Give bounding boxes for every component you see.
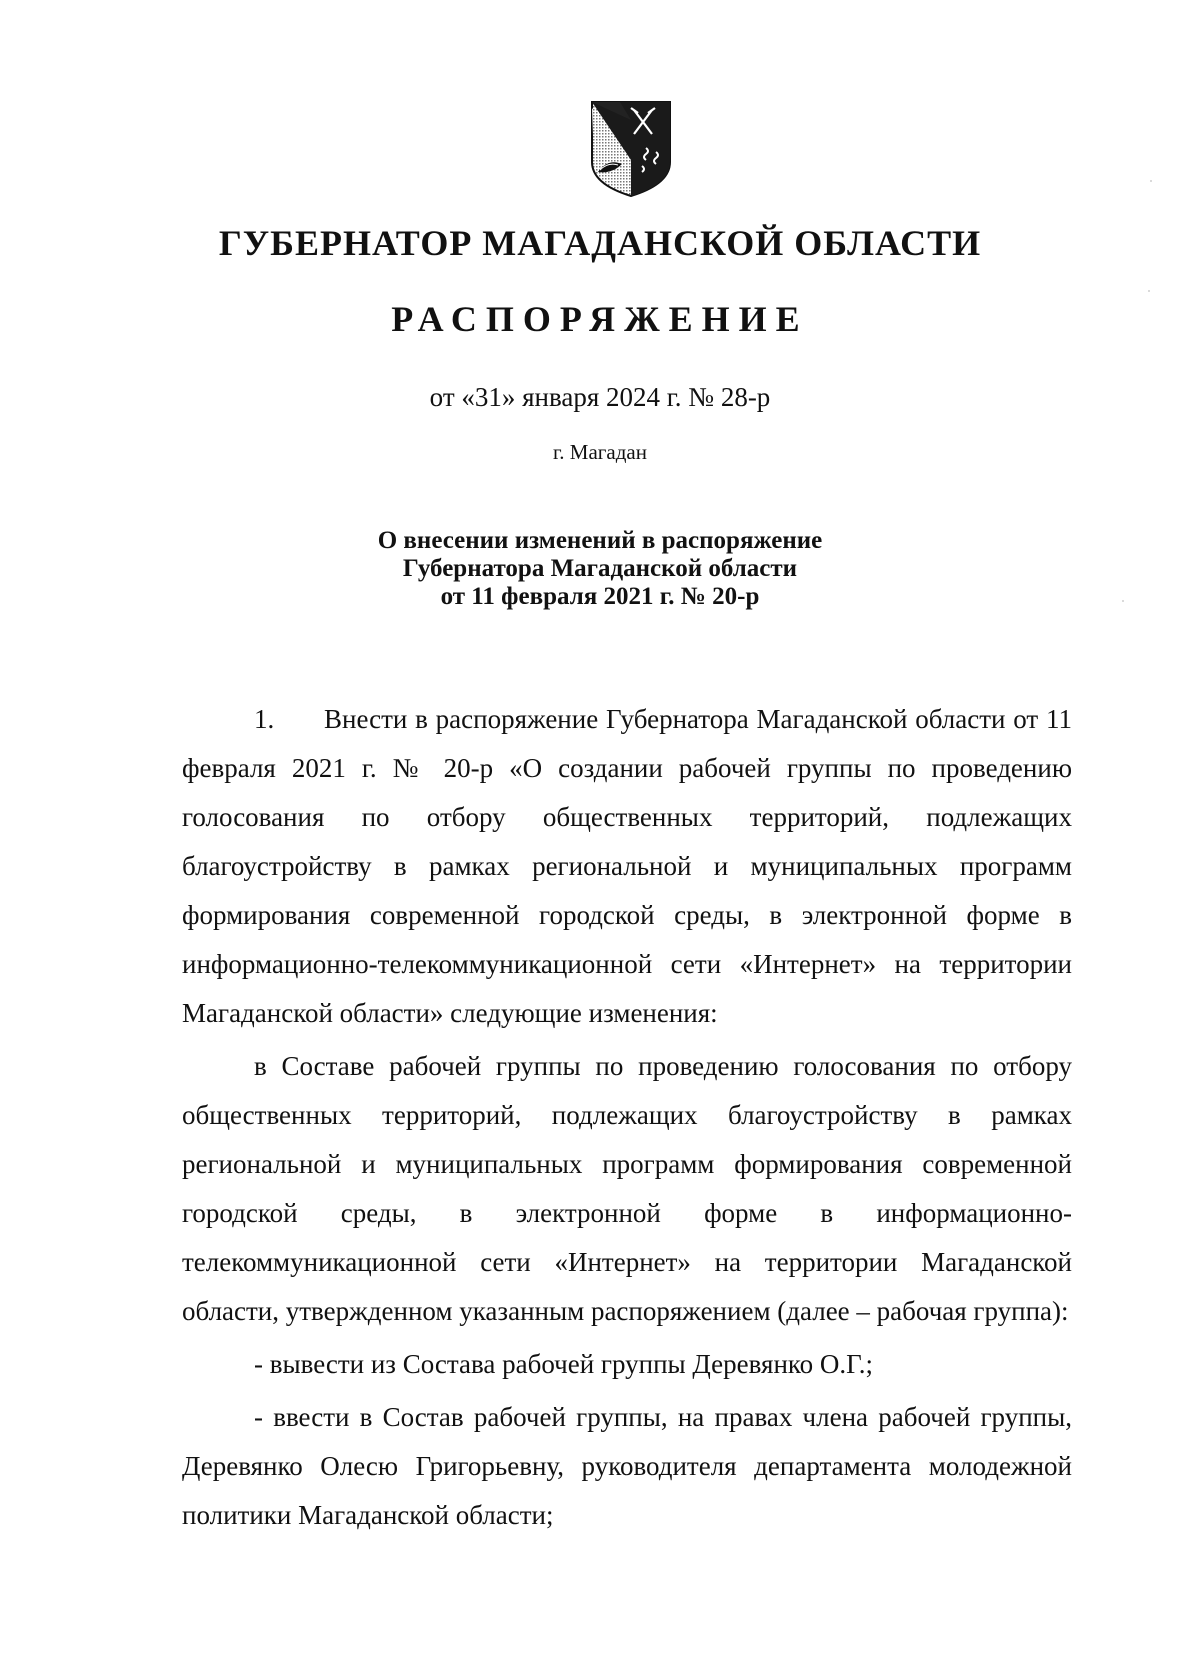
scan-speck: [1122, 600, 1124, 602]
paragraph-add-member: - ввести в Состав рабочей группы, на правах члена рабочей группы, Деревянко Олесю Григорьевну, руководителя департамента молодежной политики Магаданской области;: [182, 1402, 1072, 1530]
document-body: [182, 695, 1072, 1540]
document-subject: [0, 527, 1200, 611]
item-number: 1.: [254, 704, 275, 734]
document-type: РАСПОРЯЖЕНИЕ: [391, 299, 809, 339]
paragraph-item-1: [182, 695, 1072, 1038]
scan-speck: [1148, 290, 1150, 292]
subject-line: от 11 февраля 2021 г. № 20-р: [440, 583, 760, 610]
coat-of-arms-icon: [590, 100, 672, 198]
paragraph-composition: в Составе рабочей группы по проведению голосования по отбору общественных территорий, подлежащих благоустройству в рамках региональной и муниципальных программ формирования современной городской среды, в электронной форме в информационно-телекоммуникационной сети «Интернет» на территории Магаданской области, утвержденном указанным распоряжением (далее – рабочая группа):: [182, 1051, 1072, 1326]
coat-of-arms-graphic: [590, 100, 672, 198]
subject-line: О внесении изменений в распоряжение: [377, 527, 823, 554]
issuing-authority: ГУБЕРНАТОР МАГАДАНСКОЙ ОБЛАСТИ: [218, 223, 982, 263]
place-of-issue: г. Магадан: [553, 440, 647, 464]
subject-line: Губернатора Магаданской области: [402, 555, 798, 582]
paragraph-remove-member: - вывести из Состава рабочей группы Деревянко О.Г.;: [254, 1349, 873, 1379]
scan-speck: [1150, 180, 1152, 182]
date-and-number: от «31» января 2024 г. № 28-р: [429, 382, 771, 412]
item-text: Внести в распоряжение Губернатора Магаданской области от 11 февраля 2021 г. № 20-р «О создании рабочей группы по проведению голосования по отбору общественных территорий, подлежащих благоустройству в рамках региональной и муниципальных программ формирования современной городской среды, в электронной форме в информационно-телекоммуникационной сети «Интернет» на территории Магаданской области» следующие изменения:: [182, 704, 1072, 1028]
